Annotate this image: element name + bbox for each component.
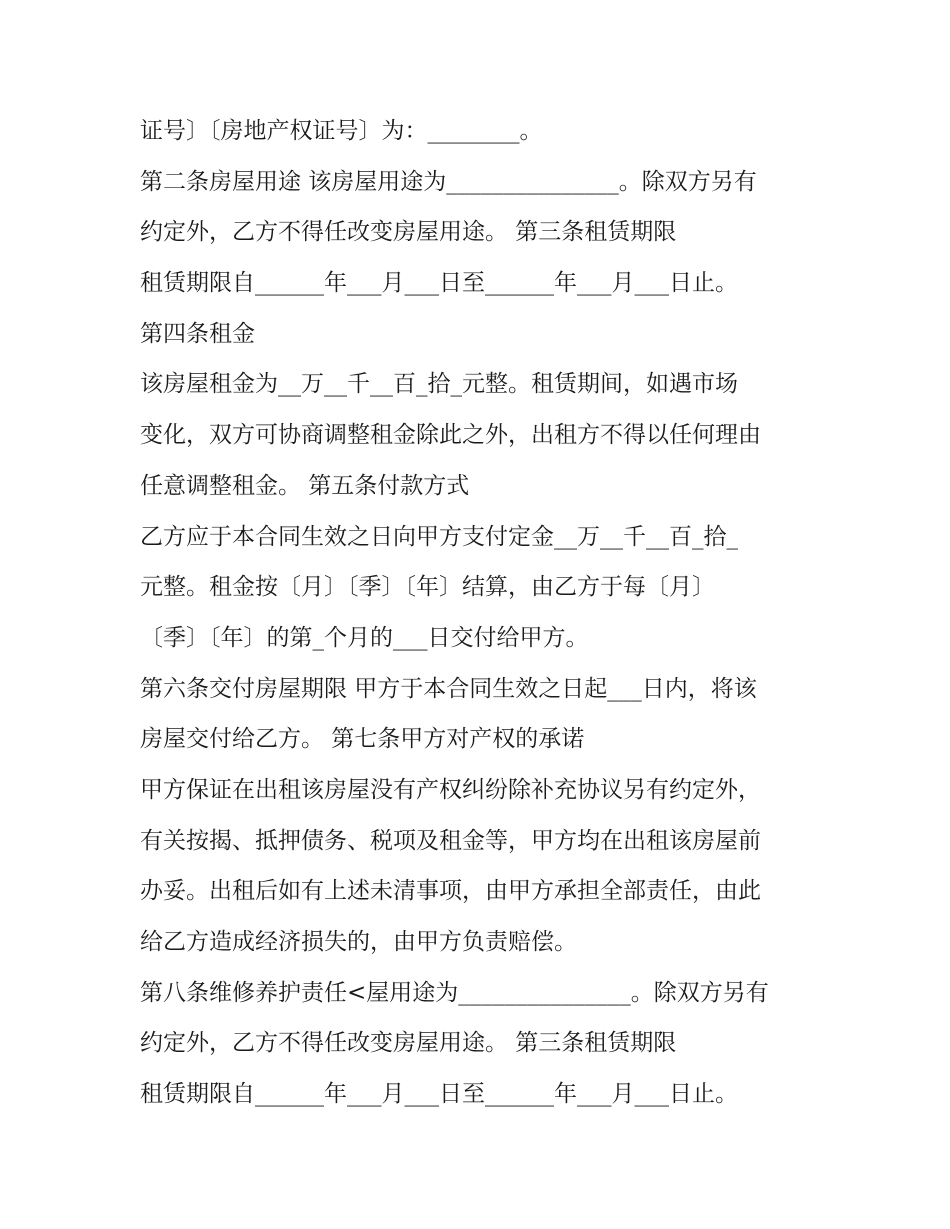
text-line: 甲方保证在出租该房屋没有产权纠纷除补充协议另有约定外， bbox=[140, 776, 761, 803]
text-line: 第二条房屋用途 该房屋用途为_______________。除双方另有 bbox=[140, 168, 757, 195]
text-line: 乙方应于本合同生效之日向甲方支付定金__万__千__百_拾_ bbox=[140, 523, 738, 550]
contract-body bbox=[140, 106, 830, 1120]
text-line: 第六条交付房屋期限 甲方于本合同生效之日起___日内，将该 bbox=[140, 675, 757, 702]
text-line: 给乙方造成经济损失的，由甲方负责赔偿。 bbox=[140, 929, 577, 955]
text-line: 约定外，乙方不得任改变房屋用途。 第三条租赁期限 bbox=[140, 1030, 677, 1057]
text-line: 变化，双方可协商调整租金除此之外，出租方不得以任何理由 bbox=[140, 422, 761, 449]
text-line: 该房屋租金为__万__千__百_拾_元整。租赁期间，如遇市场 bbox=[140, 371, 738, 398]
text-line: 租赁期限自______年___月___日至______年___月___日止。 bbox=[140, 1081, 738, 1108]
text-line: 有关按揭、抵押债务、税项及租金等，甲方均在出租该房屋前 bbox=[140, 827, 761, 854]
text-line: 任意调整租金。 第五条付款方式 bbox=[140, 472, 470, 499]
text-line: 房屋交付给乙方。 第七条甲方对产权的承诺 bbox=[140, 726, 585, 753]
text-line: 办妥。出租后如有上述未清事项，由甲方承担全部责任，由此 bbox=[140, 878, 761, 905]
text-line: 元整。租金按〔月〕〔季〕〔年〕结算，由乙方于每〔月〕 bbox=[140, 574, 715, 601]
text-line: 约定外，乙方不得任改变房屋用途。 第三条租赁期限 bbox=[140, 219, 677, 246]
section-heading: 第四条租金 bbox=[140, 320, 255, 347]
text-line: 〔季〕〔年〕的第_个月的___日交付给甲方。 bbox=[140, 624, 589, 651]
text-line: 第八条维修养护责任<屋用途为_______________。除双方另有 bbox=[140, 979, 769, 1006]
text-line: 租赁期限自______年___月___日至______年___月___日止。 bbox=[140, 270, 738, 297]
text-line: 证号〕〔房地产权证号〕为：________。 bbox=[140, 118, 543, 144]
